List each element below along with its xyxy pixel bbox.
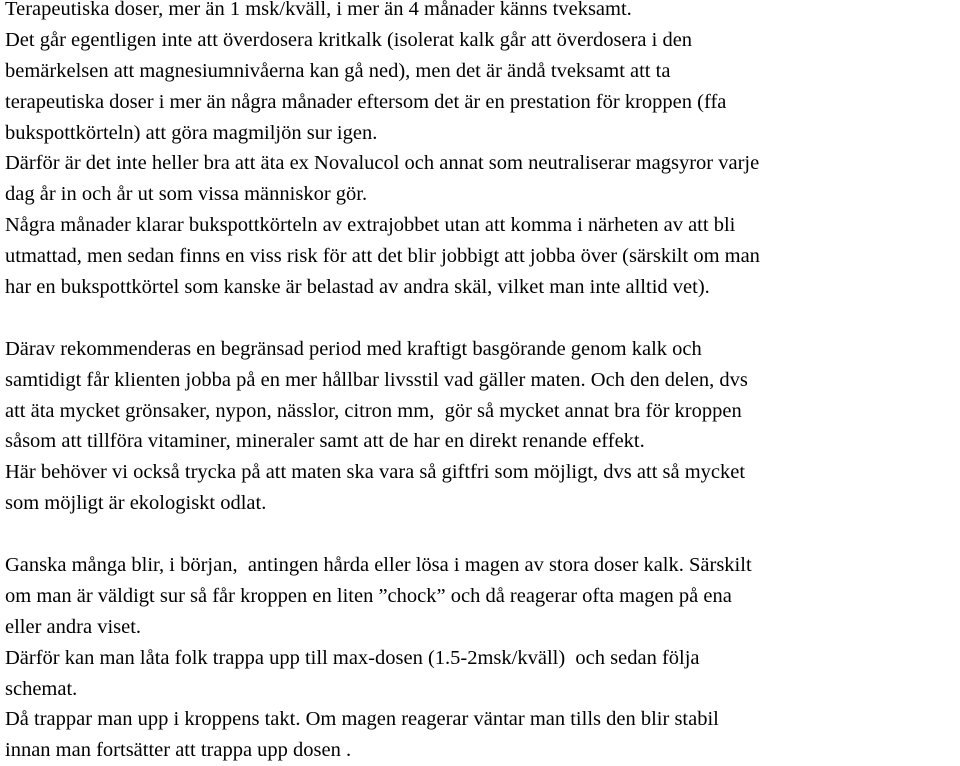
blank-line	[5, 303, 957, 334]
text-line: Några månader klarar bukspottkörteln av extrajobbet utan att komma i närheten av att bli	[5, 214, 736, 237]
paragraph	[5, 334, 957, 458]
paragraph	[5, 210, 957, 303]
text-line: Därför är det inte heller bra att äta ex Novalucol och annat som neutraliserar magsyror varje	[5, 152, 760, 175]
text-line: såsom att tillföra vitaminer, mineraler samt att de har en direkt renande effekt.	[5, 430, 645, 453]
text-line: om man är väldigt sur så får kroppen en liten ”chock” och då reagerar ofta magen på ena	[5, 584, 732, 607]
text-line: har en bukspottkörtel som kanske är belastad av andra skäl, vilket man inte alltid vet).	[5, 276, 710, 299]
blank-line	[5, 519, 957, 550]
paragraph	[5, 148, 957, 210]
text-line: bemärkelsen att magnesiumnivåerna kan gå ned), men det är ändå tveksamt att ta	[5, 59, 671, 82]
text-line: bukspottkörteln) att göra magmiljön sur igen.	[5, 121, 378, 144]
text-line: dag år in och år ut som vissa människor gör.	[5, 183, 368, 206]
paragraph	[5, 704, 957, 766]
text-line: att äta mycket grönsaker, nypon, nässlor, citron mm, gör så mycket annat bra för kroppen	[5, 399, 742, 422]
text-line: Terapeutiska doser, mer än 1 msk/kväll, i mer än 4 månader känns tveksamt.	[5, 0, 632, 20]
text-line: Då trappar man upp i kroppens takt. Om magen reagerar väntar man tills den blir stabil	[5, 708, 719, 731]
text-line: terapeutiska doser i mer än några månader eftersom det är en prestation för kroppen (ffa	[5, 90, 727, 113]
text-line: innan man fortsätter att trappa upp dosen .	[5, 739, 352, 762]
text-line: Därför kan man låta folk trappa upp till max-dosen (1.5-2msk/kväll) och sedan följa	[5, 646, 700, 669]
text-line: Här behöver vi också trycka på att maten ska vara så giftfri som möjligt, dvs att så mycket	[5, 461, 746, 484]
text-line: Det går egentligen inte att överdosera kritkalk (isolerat kalk går att överdosera i den	[5, 28, 693, 51]
text-line: Ganska många blir, i början, antingen hårda eller lösa i magen av stora doser kalk. Särskilt	[5, 554, 752, 577]
paragraph	[5, 457, 957, 519]
document-body	[5, 0, 957, 766]
text-line: utmattad, men sedan finns en viss risk för att det blir jobbigt att jobba över (särskilt om man	[5, 245, 760, 268]
text-line: som möjligt är ekologiskt odlat.	[5, 492, 267, 515]
text-line: schemat.	[5, 677, 78, 700]
paragraph	[5, 643, 957, 705]
text-line: samtidigt får klienten jobba på en mer hållbar livsstil vad gäller maten. Och den delen, dvs	[5, 368, 748, 391]
text-line: eller andra viset.	[5, 615, 142, 638]
text-line: Därav rekommenderas en begränsad period med kraftigt basgörande genom kalk och	[5, 337, 702, 360]
paragraph	[5, 0, 957, 148]
paragraph	[5, 550, 957, 643]
